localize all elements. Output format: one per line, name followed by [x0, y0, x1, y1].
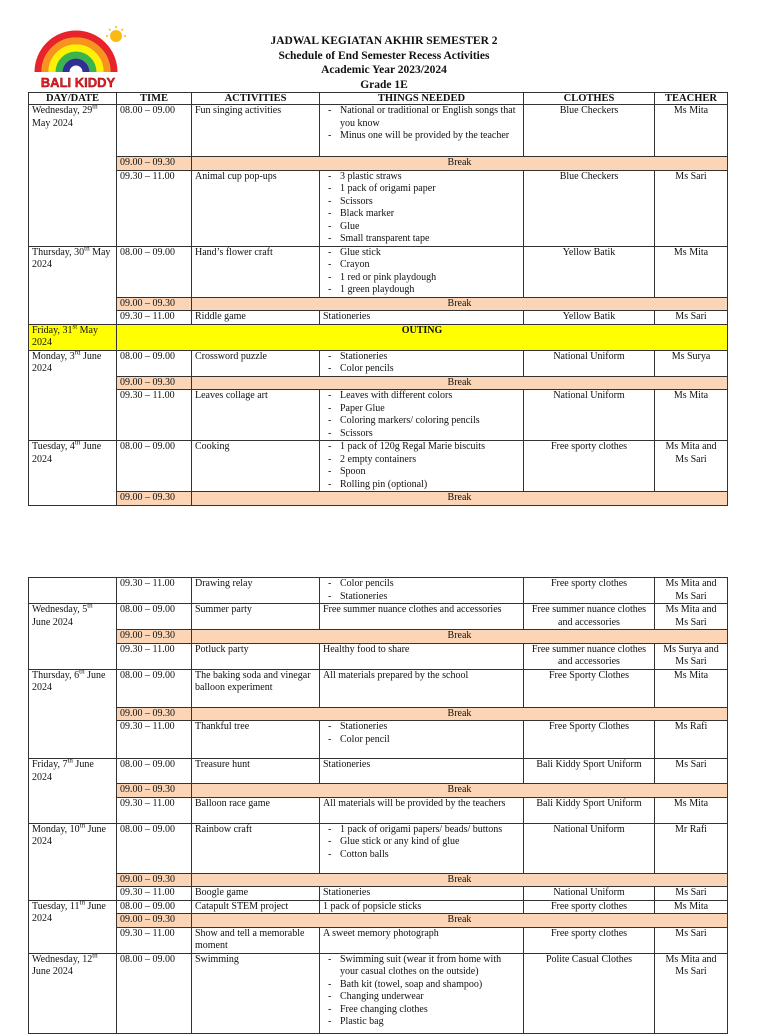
- break-label: Break: [192, 914, 728, 928]
- day-cell: Wednesday, 12th June 2024: [29, 953, 117, 1033]
- things-cell: A sweet memory photograph: [320, 927, 524, 953]
- table-row: [29, 669, 728, 707]
- clothes-cell: Free sporty clothes: [524, 900, 655, 914]
- clothes-cell: Free summer nuance clothes and accessories: [524, 643, 655, 669]
- break-label: Break: [192, 707, 728, 721]
- teacher-cell: Ms Rafi: [655, 721, 728, 759]
- time-cell: 09.00 – 09.30: [117, 157, 192, 171]
- schedule-table-page-2: [28, 577, 728, 1034]
- break-label: Break: [192, 784, 728, 798]
- time-cell: 09.00 – 09.30: [117, 630, 192, 644]
- break-row: [29, 784, 728, 798]
- table-row: [29, 578, 728, 604]
- things-cell: - Leaves with different colors - Paper Glue - Coloring markers/ coloring pencils - Scissors: [320, 390, 524, 441]
- clothes-cell: Bali Kiddy Sport Uniform: [524, 759, 655, 784]
- activity-cell: Riddle game: [192, 311, 320, 325]
- document-title: [180, 34, 588, 92]
- clothes-cell: National Uniform: [524, 887, 655, 901]
- time-cell: 08.00 – 09.00: [117, 246, 192, 297]
- activity-cell: Thankful tree: [192, 721, 320, 759]
- title-line-3: Academic Year 2023/2024: [321, 64, 447, 76]
- clothes-cell: National Uniform: [524, 823, 655, 873]
- activity-cell: The baking soda and vinegar balloon experiment: [192, 669, 320, 707]
- teacher-cell: Ms Mita and Ms Sari: [655, 604, 728, 630]
- activity-cell: Show and tell a memorable moment: [192, 927, 320, 953]
- things-cell: Healthy food to share: [320, 643, 524, 669]
- time-cell: 09.00 – 09.30: [117, 492, 192, 506]
- break-label: Break: [192, 492, 728, 506]
- table-row: [29, 390, 728, 441]
- things-cell: All materials prepared by the school: [320, 669, 524, 707]
- teacher-cell: Ms Mita and Ms Sari: [655, 441, 728, 492]
- time-cell: 08.00 – 09.00: [117, 350, 192, 376]
- table-row: [29, 246, 728, 297]
- break-label: Break: [192, 297, 728, 311]
- day-cell: Monday, 10th June 2024: [29, 823, 117, 900]
- time-cell: 09.30 – 11.00: [117, 390, 192, 441]
- day-cell: Wednesday, 5th June 2024: [29, 604, 117, 670]
- clothes-cell: Free Sporty Clothes: [524, 721, 655, 759]
- time-cell: 08.00 – 09.00: [117, 900, 192, 914]
- table-row: [29, 823, 728, 873]
- day-cell: Friday, 7th June 2024: [29, 759, 117, 824]
- things-cell: - Color pencils - Stationeries: [320, 578, 524, 604]
- things-cell: - Stationeries - Color pencil: [320, 721, 524, 759]
- table-row: [29, 311, 728, 325]
- teacher-cell: Ms Mita: [655, 900, 728, 914]
- outing-row: [29, 324, 728, 350]
- time-cell: 09.30 – 11.00: [117, 721, 192, 759]
- clothes-cell: Bali Kiddy Sport Uniform: [524, 797, 655, 823]
- clothes-cell: Free Sporty Clothes: [524, 669, 655, 707]
- things-cell: Stationeries: [320, 887, 524, 901]
- title-line-1: JADWAL KEGIATAN AKHIR SEMESTER 2: [270, 35, 498, 47]
- table-row: [29, 350, 728, 376]
- time-cell: 08.00 – 09.00: [117, 669, 192, 707]
- break-row: [29, 630, 728, 644]
- teacher-cell: Ms Mita: [655, 669, 728, 707]
- break-label: Break: [192, 376, 728, 390]
- col-clothes: CLOTHES: [524, 93, 655, 105]
- day-cell: Monday, 3rd June 2024: [29, 350, 117, 441]
- time-cell: 08.00 – 09.00: [117, 105, 192, 157]
- clothes-cell: National Uniform: [524, 350, 655, 376]
- outing-label: OUTING: [117, 324, 728, 350]
- page-2: [0, 577, 768, 1027]
- activity-cell: Swimming: [192, 953, 320, 1033]
- break-row: [29, 914, 728, 928]
- things-cell: - Glue stick - Crayon - 1 red or pink playdough - 1 green playdough: [320, 246, 524, 297]
- activity-cell: Potluck party: [192, 643, 320, 669]
- clothes-cell: Blue Checkers: [524, 105, 655, 157]
- table-row: [29, 900, 728, 914]
- teacher-cell: Ms Surya: [655, 350, 728, 376]
- col-things-needed: THINGS NEEDED: [320, 93, 524, 105]
- activity-cell: Drawing relay: [192, 578, 320, 604]
- activity-cell: Rainbow craft: [192, 823, 320, 873]
- activity-cell: Hand’s flower craft: [192, 246, 320, 297]
- time-cell: 09.00 – 09.30: [117, 784, 192, 798]
- teacher-cell: Ms Sari: [655, 887, 728, 901]
- break-row: [29, 707, 728, 721]
- time-cell: 09.30 – 11.00: [117, 311, 192, 325]
- time-cell: 09.30 – 11.00: [117, 578, 192, 604]
- activity-cell: Crossword puzzle: [192, 350, 320, 376]
- clothes-cell: Polite Casual Clothes: [524, 953, 655, 1033]
- break-label: Break: [192, 157, 728, 171]
- activity-cell: Cooking: [192, 441, 320, 492]
- time-cell: 09.00 – 09.30: [117, 376, 192, 390]
- clothes-cell: Blue Checkers: [524, 170, 655, 246]
- time-cell: 09.30 – 11.00: [117, 797, 192, 823]
- col-time: TIME: [117, 93, 192, 105]
- col-day-date: DAY/DATE: [29, 93, 117, 105]
- table-row: [29, 721, 728, 759]
- day-cell: Tuesday, 11th June 2024: [29, 900, 117, 953]
- teacher-cell: Ms Mita: [655, 246, 728, 297]
- rainbow-icon: [38, 34, 114, 72]
- break-row: [29, 376, 728, 390]
- things-cell: Free summer nuance clothes and accessories: [320, 604, 524, 630]
- time-cell: 08.00 – 09.00: [117, 441, 192, 492]
- time-cell: 09.30 – 11.00: [117, 887, 192, 901]
- day-cell-continued: [29, 578, 117, 604]
- col-teacher: TEACHER: [655, 93, 728, 105]
- day-cell: Tuesday, 4th June 2024: [29, 441, 117, 506]
- clothes-cell: National Uniform: [524, 390, 655, 441]
- time-cell: 09.00 – 09.30: [117, 297, 192, 311]
- table-row: [29, 927, 728, 953]
- day-cell: Thursday, 6th June 2024: [29, 669, 117, 759]
- things-cell: Stationeries: [320, 311, 524, 325]
- teacher-cell: Ms Mita and Ms Sari: [655, 578, 728, 604]
- logo-text: BALI KIDDY: [40, 75, 116, 90]
- activity-cell: Fun singing activities: [192, 105, 320, 157]
- teacher-cell: Mr Rafi: [655, 823, 728, 873]
- teacher-cell: Ms Mita: [655, 797, 728, 823]
- time-cell: 09.00 – 09.30: [117, 873, 192, 887]
- bali-kiddy-logo: [30, 26, 130, 90]
- activity-cell: Leaves collage art: [192, 390, 320, 441]
- break-row: [29, 157, 728, 171]
- break-row: [29, 492, 728, 506]
- teacher-cell: Ms Sari: [655, 759, 728, 784]
- things-cell: 1 pack of popsicle sticks: [320, 900, 524, 914]
- day-cell: Thursday, 30th May 2024: [29, 246, 117, 324]
- teacher-cell: Ms Sari: [655, 927, 728, 953]
- time-cell: 08.00 – 09.00: [117, 759, 192, 784]
- clothes-cell: Free sporty clothes: [524, 441, 655, 492]
- table-row: [29, 105, 728, 157]
- teacher-cell: Ms Mita and Ms Sari: [655, 953, 728, 1033]
- clothes-cell: Yellow Batik: [524, 246, 655, 297]
- table-row: [29, 170, 728, 246]
- time-cell: 09.00 – 09.30: [117, 914, 192, 928]
- activity-cell: Boogle game: [192, 887, 320, 901]
- col-activities: ACTIVITIES: [192, 93, 320, 105]
- break-label: Break: [192, 630, 728, 644]
- time-cell: 08.00 – 09.00: [117, 604, 192, 630]
- things-cell: Stationeries: [320, 759, 524, 784]
- clothes-cell: Yellow Batik: [524, 311, 655, 325]
- table-row: [29, 759, 728, 784]
- activity-cell: Treasure hunt: [192, 759, 320, 784]
- clothes-cell: Free summer nuance clothes and accessories: [524, 604, 655, 630]
- things-cell: - Swimming suit (wear it from home with your casual clothes on the outside) - Bath kit (towel, soap and shampoo) - Changing underwear - Free changing clothes - Plastic bag: [320, 953, 524, 1033]
- things-cell: - Stationeries - Color pencils: [320, 350, 524, 376]
- teacher-cell: Ms Sari: [655, 170, 728, 246]
- break-label: Break: [192, 873, 728, 887]
- table-row: [29, 643, 728, 669]
- time-cell: 09.30 – 11.00: [117, 170, 192, 246]
- time-cell: 09.30 – 11.00: [117, 643, 192, 669]
- table-row: [29, 441, 728, 492]
- break-row: [29, 873, 728, 887]
- activity-cell: Catapult STEM project: [192, 900, 320, 914]
- teacher-cell: Ms Surya and Ms Sari: [655, 643, 728, 669]
- teacher-cell: Ms Sari: [655, 311, 728, 325]
- clothes-cell: Free sporty clothes: [524, 927, 655, 953]
- activity-cell: Summer party: [192, 604, 320, 630]
- time-cell: 09.00 – 09.30: [117, 707, 192, 721]
- teacher-cell: Ms Mita: [655, 390, 728, 441]
- table-row: [29, 604, 728, 630]
- things-cell: All materials will be provided by the teachers: [320, 797, 524, 823]
- table-row: [29, 953, 728, 1033]
- activity-cell: Animal cup pop-ups: [192, 170, 320, 246]
- things-cell: - 1 pack of 120g Regal Marie biscuits - 2 empty containers - Spoon - Rolling pin (optional): [320, 441, 524, 492]
- day-cell: Wednesday, 29th May 2024: [29, 105, 117, 247]
- table-row: [29, 797, 728, 823]
- activity-cell: Balloon race game: [192, 797, 320, 823]
- sun-icon: [106, 26, 126, 42]
- title-line-2: Schedule of End Semester Recess Activities: [278, 49, 490, 62]
- time-cell: 09.30 – 11.00: [117, 927, 192, 953]
- title-line-4: Grade 1E: [360, 78, 408, 91]
- table-header-row: [29, 93, 728, 105]
- schedule-table-page-1: [28, 92, 728, 506]
- clothes-cell: Free sporty clothes: [524, 578, 655, 604]
- time-cell: 08.00 – 09.00: [117, 823, 192, 873]
- things-cell: - 1 pack of origami papers/ beads/ buttons - Glue stick or any kind of glue - Cotton balls: [320, 823, 524, 873]
- things-cell: - 3 plastic straws - 1 pack of origami paper - Scissors - Black marker - Glue - Small transparent tape: [320, 170, 524, 246]
- teacher-cell: Ms Mita: [655, 105, 728, 157]
- table-row: [29, 887, 728, 901]
- day-cell: Friday, 31st May 2024: [29, 324, 117, 350]
- break-row: [29, 297, 728, 311]
- things-cell: - National or traditional or English songs that you know - Minus one will be provided by the teacher: [320, 105, 524, 157]
- time-cell: 08.00 – 09.00: [117, 953, 192, 1033]
